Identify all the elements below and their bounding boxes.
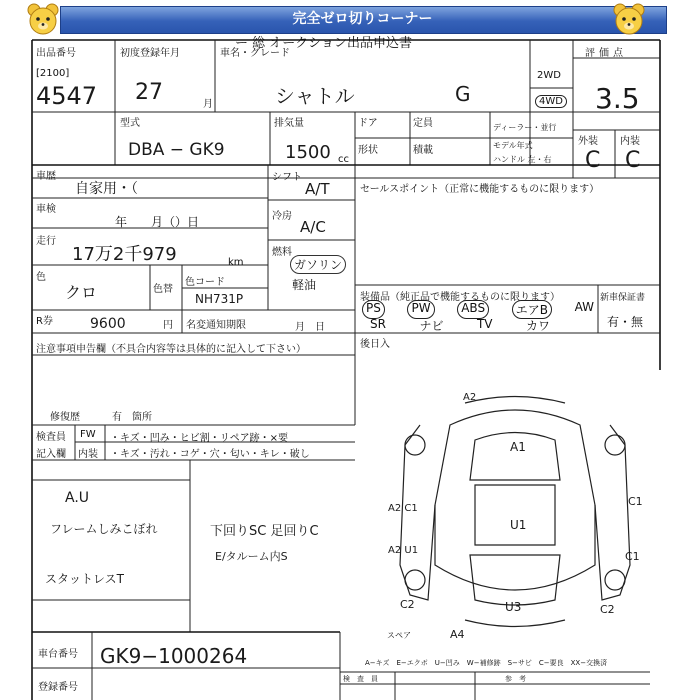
fuel-oil: 軽油 (292, 278, 317, 292)
equip-abs: ABS (457, 300, 489, 319)
name-change-value: 月 日 (295, 322, 325, 333)
name-change-label: 名変通知期限 (186, 320, 246, 331)
chassis-no-label: 車台番号 (38, 649, 78, 660)
cooler-value: A/C (300, 218, 326, 236)
fw-label: FW (80, 429, 96, 440)
naisou-label: 内装 (78, 449, 98, 460)
inspector-note-2: フレームしみこぼれ (50, 522, 158, 536)
footer-inspector: 検 査 員 (343, 675, 378, 683)
mileage-label: 走行 (36, 236, 56, 247)
inspector-label: 検査員 (36, 432, 66, 443)
sales-point-label: セールスポイント（正常に機能するものに限ります） (360, 184, 600, 195)
naisou-items: ・キズ・汚れ・コゲ・穴・匂い・キレ・破し (110, 449, 310, 460)
inspector-note-3: 下回りSC 足回りC (210, 524, 319, 539)
capacity-label: 定員 (413, 118, 433, 129)
equip-leather: カワ (525, 319, 550, 333)
mileage-value: 17万2千979 (72, 244, 177, 265)
mark-a2u1-left: A2 U1 (388, 545, 419, 556)
new-car-warranty-opts: 有・無 (607, 315, 644, 329)
drive-4wd-circled: 4WD (535, 95, 567, 108)
door-label: ドア (358, 118, 378, 129)
inspector-note-1: A.U (65, 490, 90, 506)
grade: G (455, 82, 471, 106)
reg-no-label: 登録番号 (38, 682, 78, 693)
fuel-value-circled: ガソリン (290, 255, 346, 274)
mark-c2-right: C2 (600, 603, 615, 616)
first-reg-year: 27 (135, 80, 163, 105)
damage-legend: A−キズ E−エクボ U−凹み W−補修跡 S−サビ C−要良 XX−交換済 (365, 659, 608, 667)
mark-u1-roof: U1 (510, 518, 527, 532)
displacement: 1500 (285, 142, 331, 163)
drive-2wd: 2WD (537, 70, 561, 81)
interior-grade: C (625, 148, 641, 173)
displacement-label: 排気量 (274, 118, 304, 129)
lot-number-label: 出品番号 (36, 48, 76, 59)
handle-label: ハンドル 左・右 (493, 155, 552, 164)
color-label: 色 (36, 272, 46, 283)
mark-c1-right: C1 (628, 495, 643, 508)
dealer-parallel: ディーラー・並行 (493, 123, 557, 132)
r-ken-value: 9600 (90, 316, 126, 332)
model-type-label: 型式 (120, 118, 140, 129)
r-ken-unit: 円 (163, 320, 173, 331)
history-value: 自家用・（ (75, 181, 138, 197)
exterior-grade: C (585, 148, 601, 173)
mark-a1-hood: A1 (510, 440, 526, 454)
inspector-note-5: スタットレスT (45, 572, 124, 586)
repair-history-label: 修復歴 (50, 412, 80, 423)
mark-a2c1-left: A2 C1 (388, 503, 418, 514)
history-label: 車歴 (36, 171, 56, 182)
first-reg-month-unit: 月 (203, 99, 213, 110)
lot-number: 4547 (36, 82, 98, 110)
model-grade-label: 車名・グレード (220, 48, 290, 59)
shift-value: A/T (305, 180, 330, 198)
exterior-label: 外装 (578, 136, 598, 147)
entry-label: 記入欄 (36, 449, 66, 460)
equip-ps: PS (362, 300, 385, 319)
equip-navi: ナビ (419, 319, 444, 333)
equip-aw: AW (574, 300, 594, 314)
shift-label: シフト (272, 172, 302, 183)
inspector-note-4: E/タルーム内S (215, 550, 288, 563)
footer-reference: 参 考 (505, 675, 526, 683)
color-swap-label: 色替 (153, 284, 173, 295)
mileage-unit: km (228, 257, 244, 268)
spare-label: スペア (387, 631, 411, 640)
fuel-label: 燃料 (272, 247, 292, 258)
shape-label: 形状 (358, 145, 378, 156)
rear-seat-label: 後日入 (360, 339, 390, 350)
displacement-unit: cc (338, 154, 349, 165)
fw-items: ・キズ・凹み・ヒビ割・リペア跡・×要 (110, 433, 288, 444)
model-type: DBA − GK9 (128, 140, 225, 160)
mark-a4-rear: A4 (450, 628, 465, 641)
form-title: ー 総 オークション出品申込書 (235, 36, 413, 51)
cooler-label: 冷房 (272, 211, 292, 222)
equipment-label: 装備品（純正品で機能するものに限ります） (360, 292, 560, 303)
lot-code: [2100] (36, 68, 70, 79)
model-name: シャトル (275, 84, 355, 108)
mark-c1-right-rear: C1 (625, 550, 640, 563)
equip-tv: TV (476, 317, 493, 331)
equipment-row-2 (370, 317, 550, 334)
color-code: NH731P (195, 292, 244, 306)
color-value: クロ (65, 283, 98, 302)
new-car-warranty-label: 新車保証書 (600, 293, 646, 303)
repair-history-opts: 有 箇所 (112, 412, 152, 423)
interior-label: 内装 (620, 136, 640, 147)
color-code-label: 色コード (185, 277, 225, 288)
equip-airbag: エアB (512, 300, 552, 319)
first-reg-label: 初度登録年月 (120, 48, 180, 59)
load-label: 積載 (413, 145, 433, 156)
mark-u3-trunk: U3 (505, 600, 522, 614)
r-ken-label: R券 (36, 316, 53, 327)
equip-sr: SR (370, 317, 386, 331)
chassis-no: GK9−1000264 (100, 644, 248, 668)
mark-c2-left: C2 (400, 598, 415, 611)
mark-a2-front: A2 (463, 392, 477, 403)
notes-label: 注意事項申告欄（不具合内容等は具体的に記入して下さい） (36, 344, 306, 355)
model-year-label: モデル年式 (493, 141, 533, 150)
score: 3.5 (595, 82, 640, 115)
equip-pw: PW (407, 300, 434, 319)
score-label: 評価点 (585, 48, 627, 59)
shaken-value: 年 月（）日 (115, 215, 200, 229)
shaken-label: 車検 (36, 204, 56, 215)
banner-title: 完全ゼロ切りコーナー (292, 11, 433, 27)
